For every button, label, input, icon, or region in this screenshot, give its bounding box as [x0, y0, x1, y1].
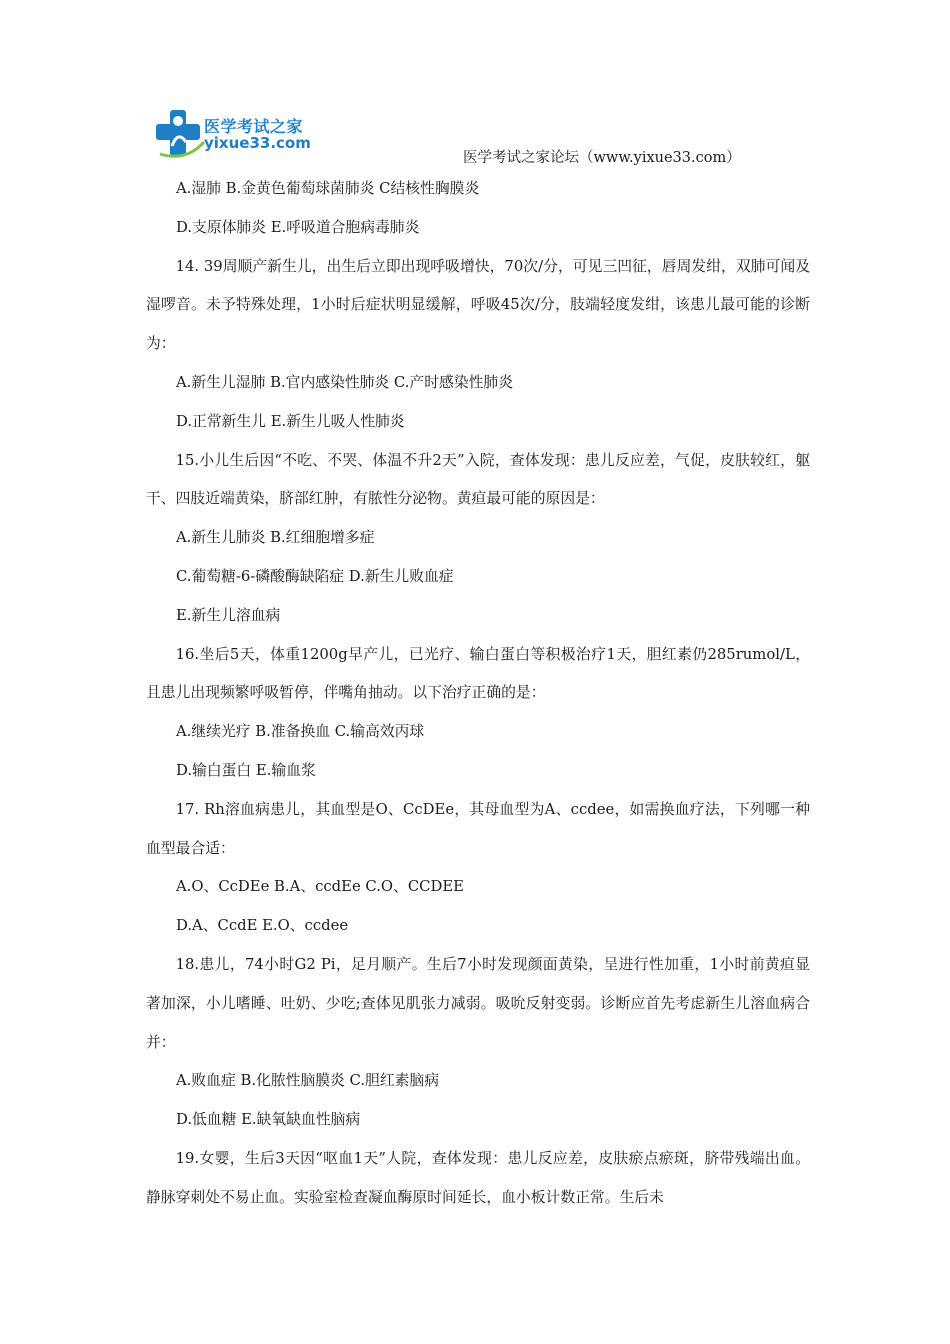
- option-line: D.支原体肺炎 E.呼吸道合胞病毒肺炎: [176, 218, 420, 236]
- option-line: A.败血症 B.化脓性脑膜炎 C.胆红素脑病: [176, 1072, 440, 1090]
- option-line: E.新生儿溶血病: [176, 606, 281, 624]
- question-18: 18.患儿，74小时G2 Pi，足月顺产。生后7小时发现颜面黄染，呈进行性加重，1小时前黄疸显著加深，小儿嗜睡、吐奶、少吃;查体见肌张力减弱。吸吮反射变弱。诊断应首先考虑新生儿溶血病合并：: [146, 955, 810, 1051]
- option-line: A.O、CcDEe B.A、ccdEe C.O、CCDEE: [176, 878, 464, 896]
- option-line: D.输白蛋白 E.输血浆: [176, 761, 316, 779]
- question-17: 17. Rh溶血病患儿，其血型是O、CcDEe，其母血型为A、ccdee，如需换血疗法，下列哪一种血型最合适：: [146, 800, 810, 857]
- question-19: 19.女婴，生后3天因“呕血1天”人院，查体发现：患儿反应差，皮肤瘀点瘀斑，脐带残端出血。静脉穿刺处不易止血。实验室检查凝血酶原时间延长，血小板计数正常。生后未: [146, 1149, 810, 1206]
- option-line: A.新生儿湿肺 B.官内感染性肺炎 C.产时感染性肺炎: [176, 373, 514, 391]
- option-line: D.低血糖 E.缺氧缺血性脑病: [176, 1111, 361, 1129]
- page-header: [0, 0, 950, 170]
- option-line: D.正常新生儿 E.新生儿吸人性肺炎: [176, 412, 405, 430]
- site-caption: 医学考试之家论坛（www.yixue33.com）: [463, 150, 741, 166]
- question-15: 15.小儿生后因“不吃、不哭、体温不升2天”入院，查体发现：患儿反应差，气促，皮肤较红，躯干、四肢近端黄染，脐部红肿，有脓性分泌物。黄疸最可能的原因是：: [146, 451, 810, 508]
- option-line: A.新生儿肺炎 B.红细胞增多症: [176, 529, 375, 547]
- option-line: C.葡萄糖-6-磷酸酶缺陷症 D.新生儿败血症: [176, 567, 454, 585]
- option-line: A.湿肺 B.金黄色葡萄球菌肺炎 C结核性胸膜炎: [176, 180, 480, 197]
- option-line: D.A、CcdE E.O、ccdee: [176, 917, 349, 935]
- question-16: 16.坐后5天，体重1200g早产儿，已光疗、输白蛋白等积极治疗1天，胆红素仍285rumol/L，且患儿出现频繁呼吸暂停，伴嘴角抽动。以下治疗正确的是：: [146, 645, 810, 702]
- question-14: 14. 39周顺产新生儿，出生后立即出现呼吸增快，70次/分，可见三凹征，唇周发绀，双肺可闻及湿啰音。未予特殊处理，1小时后症状明显缓解，呼吸45次/分，肢端轻度发绀，该患儿最可能的诊断为：: [146, 257, 810, 353]
- option-line: A.继续光疗 B.准备换血 C.输高效丙球: [176, 723, 425, 741]
- document-body: [146, 170, 810, 1218]
- logo-chinese-text: 医学考试之家: [204, 117, 304, 136]
- logo-domain-text: yixue33.com: [204, 134, 311, 152]
